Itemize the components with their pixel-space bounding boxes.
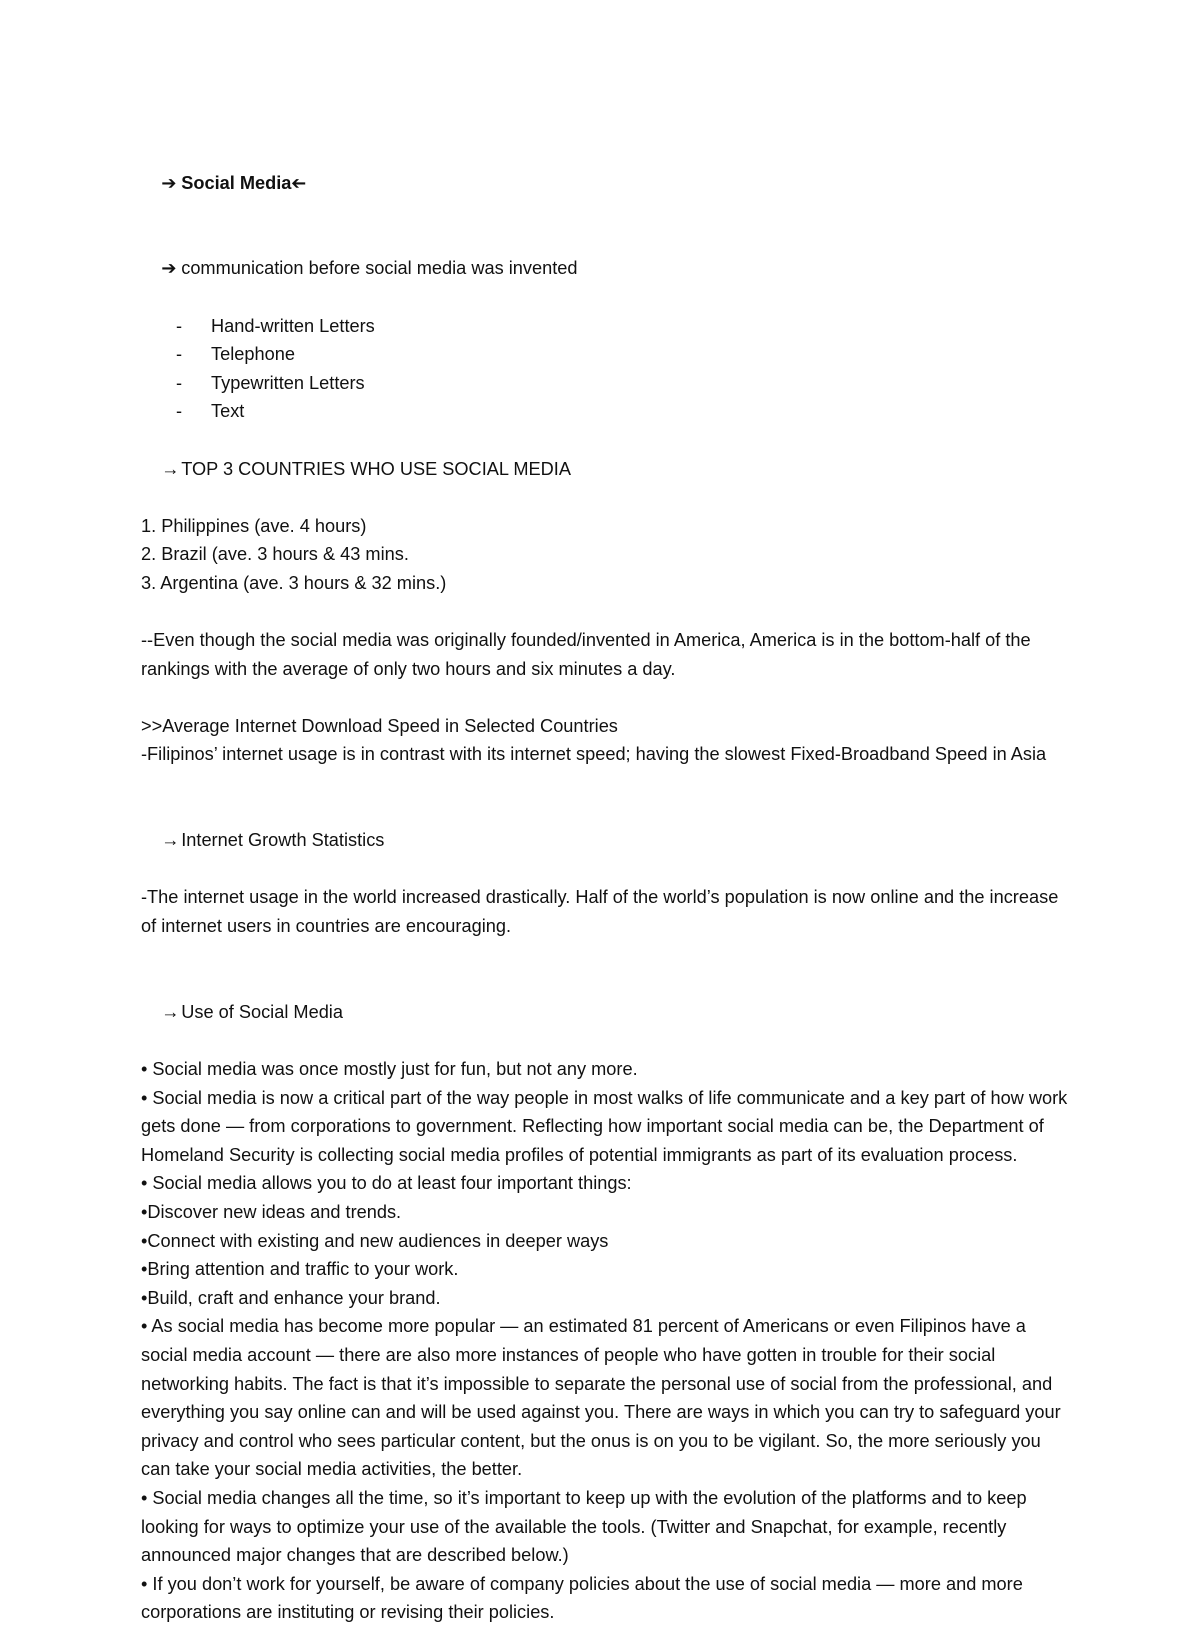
spacer [141, 598, 1071, 627]
bullet-item: • If you don’t work for yourself, be aware of company policies about the use of social media — more and more corporations are instituting or revising their policies. [141, 1573, 1028, 1623]
arrow-left-icon: ➔ [291, 172, 307, 193]
use-heading: →Use of Social Media [141, 969, 1071, 1055]
document-title [141, 140, 1071, 226]
bullet-item: •Bring attention and traffic to your work. [141, 1259, 459, 1280]
arrow-right-icon: → [161, 1001, 180, 1022]
america-note: --Even though the social media was originally founded/invented in America, America is in the bottom-half of the rankings with the average of only two hours and six minutes a day. [141, 630, 1036, 679]
list-item: - Typewritten Letters [176, 372, 365, 393]
section-before-text: communication before social media was invented [181, 258, 578, 279]
ranking-item: 3. Argentina (ave. 3 hours & 32 mins.) [141, 572, 447, 593]
growth-note: -The internet usage in the world increased drastically. Half of the world’s population is now online and the increase of internet users in countries are encouraging. [141, 887, 1064, 937]
bullet-item: •Discover new ideas and trends. [141, 1201, 402, 1222]
list-item: - Telephone [176, 344, 295, 365]
spacer [141, 769, 1071, 798]
speed-heading: >>Average Internet Download Speed in Selected Countries [141, 715, 618, 736]
spacer [141, 941, 1071, 970]
title-text: Social Media [181, 172, 292, 193]
arrow-right-icon: ➔ [161, 258, 177, 279]
bullet-item: •Build, craft and enhance your brand. [141, 1287, 441, 1308]
growth-heading: →Internet Growth Statistics [141, 798, 1071, 884]
arrow-right-icon: ➔ [161, 172, 177, 193]
top3-heading: →TOP 3 COUNTRIES WHO USE SOCIAL MEDIA [141, 426, 1071, 512]
bullet-item: • Social media was once mostly just for fun, but not any more. [141, 1059, 638, 1079]
bullet-item: •Connect with existing and new audiences in deeper ways [141, 1230, 609, 1251]
ranking-item: 2. Brazil (ave. 3 hours & 43 mins. [141, 544, 409, 565]
section-before-heading [141, 226, 1071, 312]
arrow-right-icon: → [161, 458, 180, 479]
speed-note: -Filipinos’ internet usage is in contrast with its internet speed; having the slowest Fixed-Broadband Speed in Asia [141, 744, 1047, 765]
bullet-item: • Social media changes all the time, so it’s important to keep up with the evolution of the platforms and to keep looking for ways to optimize your use of the available the tools. (Twitter and Snapchat, for example, recently announced major changes that are described below.) [141, 1487, 1032, 1566]
bullet-item: • Social media allows you to do at least four important things: [141, 1173, 632, 1194]
list-item: - Text [176, 401, 245, 422]
bullet-item: • As social media has become more popular — an estimated 81 percent of Americans or even Filipinos have a social media account — there are also more instances of people who have gotten in trouble for their social networking habits. The fact is that it’s impossible to separate the personal use of social from the professional, and everything you say online can and will be used against you. There are ways in which you can try to safeguard your privacy and control who sees particular content, but the onus is on you to be vigilant. So, the more seriously you can take your social media activities, the better. [141, 1316, 1066, 1480]
list-item: - Hand-written Letters [176, 315, 375, 336]
document-page [141, 140, 1071, 1627]
bullet-item: • Social media is now a critical part of the way people in most walks of life communicate and a key part of how work gets done — from corporations to government. Reflecting how important social media can be, the Department of Homeland Security is collecting social media profiles of potential immigrants as part of its evaluation process. [141, 1087, 1073, 1165]
ranking-item: 1. Philippines (ave. 4 hours) [141, 515, 367, 536]
arrow-right-icon: → [161, 830, 180, 851]
spacer [141, 683, 1071, 712]
